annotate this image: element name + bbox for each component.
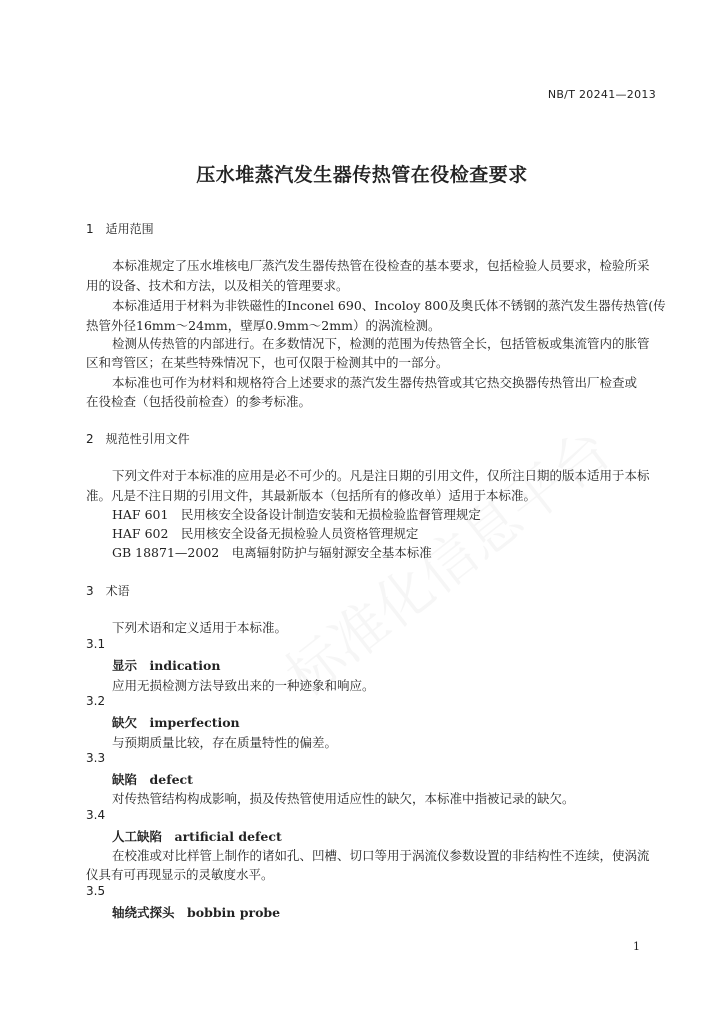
section-2-line: 准。凡是不注日期的引用文件，其最新版本（包括所有的修改单）适用于本标准。 xyxy=(86,488,537,503)
term-name: 显示 indication xyxy=(112,658,221,673)
section-1-heading: 1 适用范围 xyxy=(86,222,154,236)
section-3-heading: 3 术语 xyxy=(86,584,130,598)
term-number: 3.3 xyxy=(86,751,106,765)
page-number: 1 xyxy=(633,940,640,953)
reference-haf602: HAF 602 民用核安全设备无损检验人员资格管理规定 xyxy=(112,526,419,541)
standard-code: NB/T 20241—2013 xyxy=(547,88,656,101)
section-3-intro: 下列术语和定义适用于本标准。 xyxy=(112,620,288,635)
term-name: 缺欠 imperfection xyxy=(112,715,240,730)
term-number: 3.2 xyxy=(86,694,106,708)
document-title: 压水堆蒸汽发生器传热管在役检查要求 xyxy=(196,164,528,186)
reference-haf601: HAF 601 民用核安全设备设计制造安装和无损检验监督管理规定 xyxy=(112,507,481,522)
section-1-line: 热管外径16mm～24mm，壁厚0.9mm～2mm）的涡流检测。 xyxy=(86,318,441,333)
section-1-line: 用的设备、技术和方法，以及相关的管理要求。 xyxy=(86,278,349,293)
section-1-line: 检测从传热管的内部进行。在多数情况下，检测的范围为传热管全长，包括管板或集流管内的胀管 xyxy=(112,336,650,351)
term-definition: 在校准或对比样管上制作的诸如孔、凹槽、切口等用于涡流仪参数设置的非结构性不连续，使涡流 xyxy=(112,848,650,863)
section-1-line: 区和弯管区；在某些特殊情况下，也可仅限于检测其中的一部分。 xyxy=(86,355,449,370)
term-name: 轴绕式探头 bobbin probe xyxy=(112,905,281,920)
term-number: 3.4 xyxy=(86,808,106,822)
section-2-heading: 2 规范性引用文件 xyxy=(86,432,190,446)
term-definition: 仪具有可再现显示的灵敏度水平。 xyxy=(86,867,274,882)
section-1-line: 本标准适用于材料为非铁磁性的Inconel 690、Incoloy 800及奥氏体不锈钢的蒸汽发生器传热管(传 xyxy=(112,298,666,313)
term-definition: 对传热管结构构成影响，损及传热管使用适应性的缺欠，本标准中指被记录的缺欠。 xyxy=(112,791,575,806)
term-number: 3.1 xyxy=(86,637,106,651)
section-2-line: 下列文件对于本标准的应用是必不可少的。凡是注日期的引用文件，仅所注日期的版本适用于本标 xyxy=(112,468,650,483)
reference-gb18871: GB 18871—2002 电离辐射防护与辐射源安全基本标准 xyxy=(112,545,432,560)
term-name: 人工缺陷 artificial defect xyxy=(112,829,282,844)
term-name: 缺陷 defect xyxy=(112,772,193,787)
section-1-line: 在役检查（包括役前检查）的参考标准。 xyxy=(86,394,312,409)
section-1-line: 本标准规定了压水堆核电厂蒸汽发生器传热管在役检查的基本要求，包括检验人员要求，检验所采 xyxy=(112,258,650,273)
term-definition: 应用无损检测方法导致出来的一种迹象和响应。 xyxy=(112,678,375,693)
section-1-line: 本标准也可作为材料和规格符合上述要求的蒸汽发生器传热管或其它热交换器传热管出厂检查或 xyxy=(112,375,638,390)
term-number: 3.5 xyxy=(86,884,106,898)
term-definition: 与预期质量比较，存在质量特性的偏差。 xyxy=(112,735,338,750)
